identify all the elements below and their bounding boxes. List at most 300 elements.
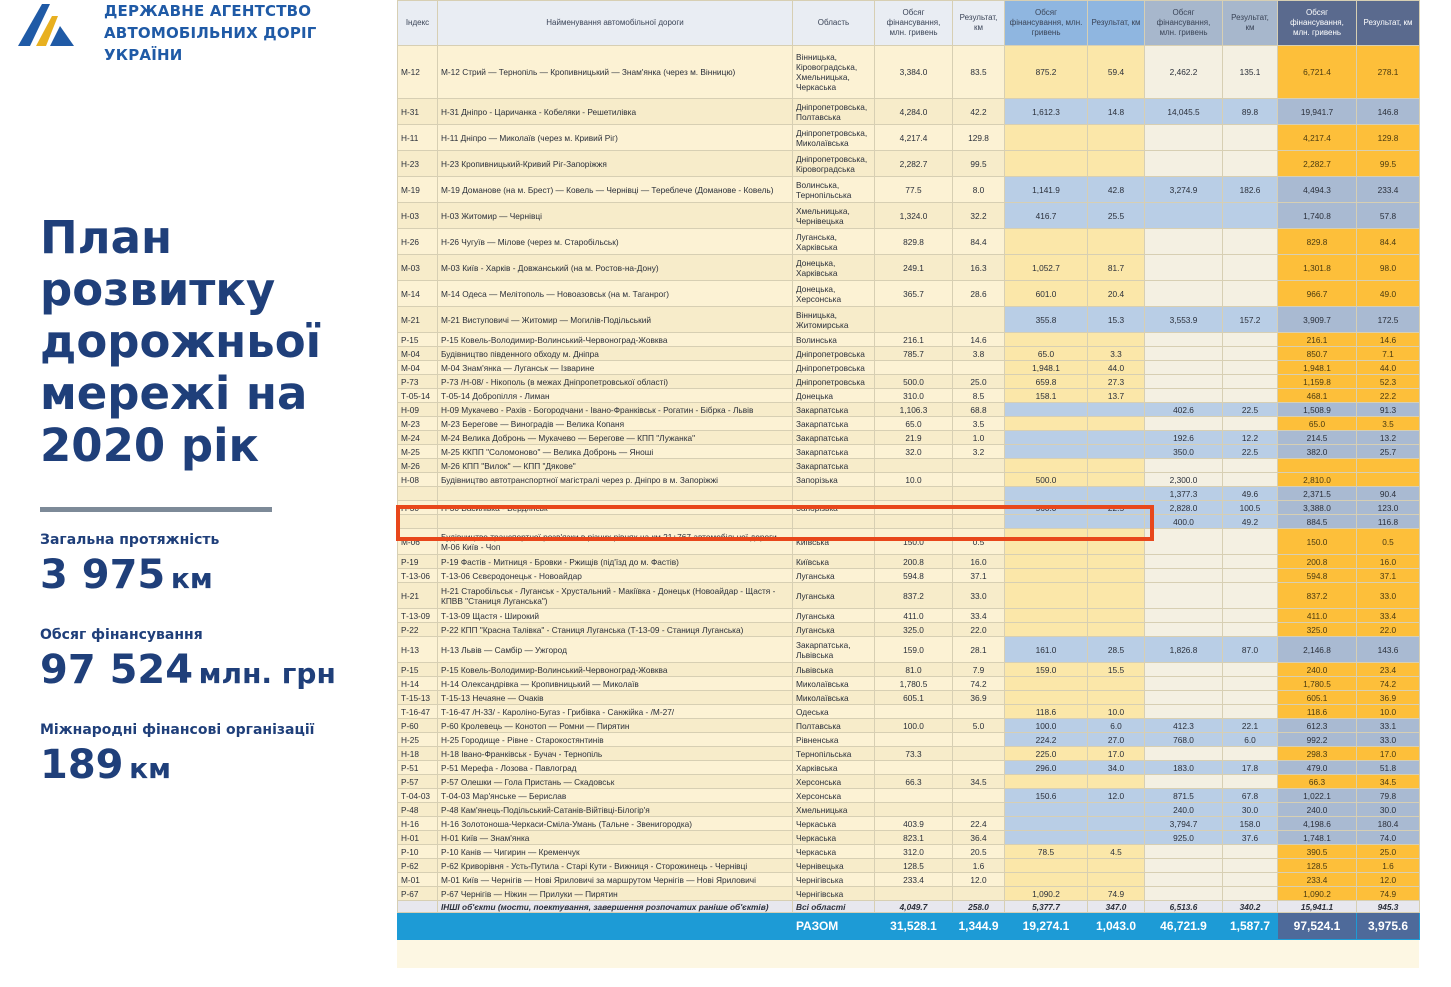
value-cell: 1,022.1 [1278,789,1357,803]
column-header: Обсяг фінансування, млн. гривень [1005,1,1088,46]
value-cell: 12.0 [1357,873,1420,887]
region-cell: Дніпропетровська [793,375,875,389]
value-cell [1005,803,1088,817]
value-cell: 25.0 [953,375,1005,389]
stat-unit: км [170,562,213,595]
road-index-cell: Т-05-14 [398,389,438,403]
value-cell [1223,887,1278,901]
road-name-cell: Р-22 КПП "Красна Талівка" - Станиця Луганська (Т-13-09 - Станиця Луганська) [438,623,793,637]
value-cell: 129.8 [953,125,1005,151]
column-header: Обсяг фінансування, млн. гривень [875,1,953,46]
value-cell: 8.0 [953,177,1005,203]
value-cell: 1.6 [953,859,1005,873]
other-objects-row [398,901,1420,913]
table-row [398,677,1420,691]
value-cell: 90.4 [1357,487,1420,501]
value-cell: 240.0 [1278,663,1357,677]
value-cell: 4.5 [1088,845,1145,859]
table-row [398,555,1420,569]
value-cell: 180.4 [1357,817,1420,831]
value-cell: 4,217.4 [1278,125,1357,151]
value-cell: 3.8 [953,347,1005,361]
value-cell: 74.9 [1088,887,1145,901]
table-row [398,623,1420,637]
stat-number: 3 975 [40,552,166,598]
value-cell: 22.5 [1223,403,1278,417]
value-cell [953,887,1005,901]
road-index-cell: Н-25 [398,733,438,747]
value-cell: 1,748.1 [1278,831,1357,845]
table-row [398,445,1420,459]
value-cell: 925.0 [1145,831,1223,845]
value-cell: 87.0 [1223,637,1278,663]
table-row [398,569,1420,583]
column-header: Результат, км [1357,1,1420,46]
value-cell: 1,052.7 [1005,255,1088,281]
agency-name-line1: ДЕРЖАВНЕ АГЕНТСТВО [104,2,312,20]
region-cell: Тернопільська [793,747,875,761]
value-cell [1145,347,1223,361]
road-index-cell: Н-03 [398,203,438,229]
road-name-cell: Р-51 Мерефа - Лозова - Павлоград [438,761,793,775]
road-name-cell: Н-18 Івано-Франківськ - Бучач - Тернопіль [438,747,793,761]
value-cell: 310.0 [875,389,953,403]
value-cell [953,361,1005,375]
value-cell [1145,459,1223,473]
value-cell [1223,229,1278,255]
value-cell: 829.8 [875,229,953,255]
value-cell [1088,403,1145,417]
value-cell [1223,845,1278,859]
value-cell: 22.2 [1357,389,1420,403]
value-cell: 74.2 [1357,677,1420,691]
value-cell: 33.1 [1357,719,1420,733]
value-cell: 123.0 [1357,501,1420,515]
value-cell: 594.8 [1278,569,1357,583]
road-index-cell: Н-18 [398,747,438,761]
value-cell [1223,333,1278,347]
value-cell: 118.6 [1005,705,1088,719]
region-cell: Луганська [793,609,875,623]
region-cell: Дніпропетровська, Миколаївська [793,125,875,151]
value-cell [1088,487,1145,501]
value-cell [1005,569,1088,583]
title-line: План [40,211,173,264]
table-row [398,887,1420,901]
value-cell: 66.3 [1278,775,1357,789]
value-cell: 33.0 [1357,733,1420,747]
value-cell: 2,810.0 [1278,473,1357,487]
road-index-cell: М-24 [398,431,438,445]
value-cell: 81.0 [875,663,953,677]
value-cell: 44.0 [1357,361,1420,375]
value-cell: 20.4 [1088,281,1145,307]
value-cell [875,487,953,501]
value-cell: 601.0 [1005,281,1088,307]
value-cell [1223,347,1278,361]
region-cell: Запорізька [793,473,875,487]
table-row [398,46,1420,99]
value-cell: 10.0 [1088,705,1145,719]
value-cell: 296.0 [1005,761,1088,775]
region-cell: Одеська [793,705,875,719]
value-cell [1145,775,1223,789]
value-cell [953,501,1005,515]
region-cell: Волинська, Тернопільська [793,177,875,203]
table-row [398,609,1420,623]
value-cell [1145,623,1223,637]
road-index-cell: Н-31 [398,99,438,125]
road-name-cell: Т-13-06 Сєвєродонецьк - Новоайдар [438,569,793,583]
table-row [398,873,1420,887]
value-cell: 7.1 [1357,347,1420,361]
value-cell: 837.2 [875,583,953,609]
value-cell [1357,459,1420,473]
value-cell: 37.6 [1223,831,1278,845]
table-row [398,307,1420,333]
value-cell: 249.1 [875,255,953,281]
table-row [398,417,1420,431]
value-cell [1357,473,1420,487]
value-cell: 84.4 [953,229,1005,255]
value-cell: 28.5 [1088,637,1145,663]
value-cell: 605.1 [875,691,953,705]
value-cell [1088,229,1145,255]
value-cell [1145,375,1223,389]
value-cell [1005,403,1088,417]
road-index-cell: М-26 [398,459,438,473]
value-cell: 768.0 [1145,733,1223,747]
region-cell: Херсонська [793,789,875,803]
value-cell [1088,151,1145,177]
value-cell: 4,494.3 [1278,177,1357,203]
value-cell: 182.6 [1223,177,1278,203]
table-row [398,747,1420,761]
region-cell [793,515,875,529]
road-name-cell: М-19 Доманове (на м. Брест) — Ковель — Чернівці — Тереблече (Доманове - Ковель) [438,177,793,203]
road-name-cell: Р-15 Ковель-Володимир-Волинський-Червоноград-Жовква [438,663,793,677]
value-cell: 1,826.8 [1145,637,1223,663]
table-row [398,375,1420,389]
agency-name [104,0,386,66]
value-cell: 479.0 [1278,761,1357,775]
value-cell: 159.0 [1005,663,1088,677]
value-cell: 216.1 [1278,333,1357,347]
value-cell: 1,090.2 [1278,887,1357,901]
table-row [398,281,1420,307]
value-cell [1088,609,1145,623]
value-cell [1223,255,1278,281]
road-name-cell: М-01 Київ — Чернігів — Нові Яриловичі за маршрутом Чернігів — Нові Яриловичі [438,873,793,887]
road-index-cell: Т-13-09 [398,609,438,623]
value-cell: 78.5 [1005,845,1088,859]
value-cell: 79.8 [1357,789,1420,803]
value-cell: 128.5 [875,859,953,873]
value-cell [1005,459,1088,473]
road-index-cell: Р-60 [398,719,438,733]
value-cell: 6,721.4 [1278,46,1357,99]
road-index-cell: М-23 [398,417,438,431]
road-name-cell: Н-23 Кропивницький-Кривий Ріг-Запоріжжя [438,151,793,177]
road-name-cell: Н-14 Олександрівка — Кропивницький — Миколаїв [438,677,793,691]
value-cell: 22.5 [1088,501,1145,515]
value-cell [1005,487,1088,501]
table-row [398,347,1420,361]
value-cell: 34.5 [1357,775,1420,789]
title-line: мережі на [40,367,308,420]
value-cell: 22.1 [1223,719,1278,733]
value-cell [1005,583,1088,609]
agency-logo [16,0,386,64]
value-cell [1145,845,1223,859]
value-cell: 161.0 [1005,637,1088,663]
road-name-cell: Р-62 Криворівня - Усть-Путила - Старі Кути - Вижниця - Сторожинець - Чернівці [438,859,793,873]
road-index-cell: Т-04-03 [398,789,438,803]
total-value-cell: 3,975.6 [1357,913,1420,940]
value-cell [1005,623,1088,637]
region-cell: Закарпатська [793,403,875,417]
value-cell [1088,555,1145,569]
total-row [398,913,1420,940]
value-cell [953,705,1005,719]
value-cell [1145,361,1223,375]
value-cell [953,307,1005,333]
value-cell: 34.0 [1088,761,1145,775]
stat-value-ifo [40,742,171,788]
value-cell [875,733,953,747]
value-cell: 350.0 [1145,445,1223,459]
stat-number: 189 [40,742,124,788]
region-cell: Хмельницька, Чернівецька [793,203,875,229]
region-cell: Волинська [793,333,875,347]
value-cell [1088,569,1145,583]
column-header: Результат, км [1088,1,1145,46]
value-cell [1088,623,1145,637]
value-cell: 16.0 [1357,555,1420,569]
value-cell: 23.4 [1357,663,1420,677]
value-cell: 340.2 [1223,901,1278,913]
value-cell [1223,609,1278,623]
value-cell [398,901,438,913]
road-index-cell: М-19 [398,177,438,203]
value-cell: 214.5 [1278,431,1357,445]
value-cell [1005,831,1088,845]
value-cell: 884.5 [1278,515,1357,529]
road-name-cell: Р-73 /Н-08/ - Нікополь (в межах Дніпропетровської області) [438,375,793,389]
value-cell: 3.3 [1088,347,1145,361]
road-name-cell: М-26 КПП "Вилок" — КПП "Дякове" [438,459,793,473]
table-row [398,637,1420,663]
value-cell: 14.8 [1088,99,1145,125]
value-cell [953,733,1005,747]
value-cell [1145,389,1223,403]
value-cell [1145,873,1223,887]
value-cell: 42.8 [1088,177,1145,203]
road-name-cell: Н-25 Городище - Рівне - Старокостянтинів [438,733,793,747]
value-cell [1145,859,1223,873]
value-cell [1088,473,1145,487]
table-body [398,46,1420,940]
value-cell: 98.0 [1357,255,1420,281]
value-cell [1145,417,1223,431]
value-cell [1088,873,1145,887]
stat-label-ifo: Міжнародні фінансові організації [40,722,315,738]
region-cell: Миколаївська [793,691,875,705]
road-name-cell: Н-16 Золотоноша-Черкаси-Сміла-Умань (Тальне - Звенигородка) [438,817,793,831]
road-index-cell: Р-62 [398,859,438,873]
value-cell: 15,941.1 [1278,901,1357,913]
value-cell: 871.5 [1145,789,1223,803]
value-cell: 500.0 [1005,473,1088,487]
value-cell: 1,141.9 [1005,177,1088,203]
value-cell [1088,459,1145,473]
table-row [398,775,1420,789]
road-index-cell: Н-08 [398,473,438,487]
value-cell: 150.0 [875,529,953,555]
value-cell [875,361,953,375]
value-cell: 312.0 [875,845,953,859]
value-cell [1005,515,1088,529]
value-cell [1223,417,1278,431]
value-cell [875,803,953,817]
value-cell: 560.0 [1005,501,1088,515]
value-cell: 612.3 [1278,719,1357,733]
region-cell: Миколаївська [793,677,875,691]
value-cell [1223,203,1278,229]
value-cell [875,887,953,901]
value-cell: 118.6 [1278,705,1357,719]
value-cell [1005,691,1088,705]
column-header: Обсяг фінансування, млн. гривень [1145,1,1223,46]
road-name-cell: Н-11 Дніпро — Миколаїв (через м. Кривий Ріг) [438,125,793,151]
value-cell [1223,775,1278,789]
value-cell: 2,282.7 [875,151,953,177]
value-cell [1005,151,1088,177]
table-row [398,845,1420,859]
road-name-cell: Т-05-14 Добропілля - Лиман [438,389,793,403]
value-cell: 298.3 [1278,747,1357,761]
value-cell: 34.5 [953,775,1005,789]
table-row [398,831,1420,845]
road-name-cell: Н-09 Мукачево - Рахів - Богородчани - Івано-Франківськ - Рогатин - Бібрка - Львів [438,403,793,417]
value-cell: 36.4 [953,831,1005,845]
value-cell: 7.9 [953,663,1005,677]
agency-name-line2: АВТОМОБІЛЬНИХ ДОРІГ УКРАЇНИ [104,24,317,64]
value-cell: 400.0 [1145,515,1223,529]
value-cell [1088,333,1145,347]
column-header: Область [793,1,875,46]
value-cell [1088,515,1145,529]
value-cell: 99.5 [1357,151,1420,177]
value-cell: 240.0 [1278,803,1357,817]
value-cell: 1,301.8 [1278,255,1357,281]
value-cell: 14,045.5 [1145,99,1223,125]
value-cell: 4,284.0 [875,99,953,125]
value-cell: 159.0 [875,637,953,663]
value-cell: 412.3 [1145,719,1223,733]
road-index-cell: М-04 [398,361,438,375]
stat-value-length [40,552,213,598]
value-cell: 966.7 [1278,281,1357,307]
value-cell [1145,609,1223,623]
table-row [398,125,1420,151]
region-cell: Черкаська [793,845,875,859]
value-cell: 1,740.8 [1278,203,1357,229]
value-cell: 4,198.6 [1278,817,1357,831]
value-cell [953,487,1005,501]
value-cell: 74.9 [1357,887,1420,901]
value-cell: 143.6 [1357,637,1420,663]
value-cell: 49.2 [1223,515,1278,529]
value-cell [1005,609,1088,623]
value-cell: 1,090.2 [1005,887,1088,901]
road-name-cell: Р-48 Кам'янець-Подільський-Сатанів-Війтівці-Білогір'я [438,803,793,817]
road-index-cell: М-04 [398,347,438,361]
value-cell: 14.6 [1357,333,1420,347]
value-cell: 850.7 [1278,347,1357,361]
value-cell: 5,377.7 [1005,901,1088,913]
value-cell [875,705,953,719]
road-index-cell: Р-22 [398,623,438,637]
road-index-cell: Р-19 [398,555,438,569]
region-cell: Донецька, Харківська [793,255,875,281]
title-line: дорожньої [40,315,322,368]
road-index-cell: М-01 [398,873,438,887]
region-cell: Донецька, Херсонська [793,281,875,307]
region-cell: Закарпатська [793,431,875,445]
road-name-cell: М-21 Виступовичі — Житомир — Могилів-Подільський [438,307,793,333]
page-title [40,212,370,472]
value-cell: 37.1 [1357,569,1420,583]
value-cell [1223,473,1278,487]
road-index-cell: Т-15-13 [398,691,438,705]
road-name-cell: Н-21 Старобільськ - Луганськ - Хрустальний - Макіївка - Донецьк (Новоайдар - Щастя - КПВВ "Станиця Луганська") [438,583,793,609]
value-cell: 411.0 [1278,609,1357,623]
region-cell: Хмельницька [793,803,875,817]
value-cell: 65.0 [1005,347,1088,361]
value-cell [1223,125,1278,151]
value-cell [1088,677,1145,691]
region-cell: Луганська [793,623,875,637]
region-cell: Луганська, Харківська [793,229,875,255]
value-cell [1088,803,1145,817]
value-cell: 36.9 [953,691,1005,705]
value-cell: 200.8 [875,555,953,569]
value-cell: 1,612.3 [1005,99,1088,125]
value-cell: 3,384.0 [875,46,953,99]
value-cell: 157.2 [1223,307,1278,333]
road-index-cell: Н-01 [398,831,438,845]
value-cell: 12.0 [1088,789,1145,803]
road-index-cell: М-21 [398,307,438,333]
value-cell [1088,583,1145,609]
value-cell [1005,817,1088,831]
value-cell [1005,445,1088,459]
value-cell: 13.2 [1357,431,1420,445]
table-row [398,255,1420,281]
column-header: Результат, км [953,1,1005,46]
table-row [398,431,1420,445]
value-cell: 17.8 [1223,761,1278,775]
value-cell [953,789,1005,803]
road-name-cell: М-23 Берегове — Виноградів — Велика Копаня [438,417,793,431]
value-cell [1088,831,1145,845]
value-cell: 99.5 [953,151,1005,177]
value-cell: 2,282.7 [1278,151,1357,177]
value-cell: 10.0 [1357,705,1420,719]
value-cell: 1,159.8 [1278,375,1357,389]
value-cell [875,307,953,333]
